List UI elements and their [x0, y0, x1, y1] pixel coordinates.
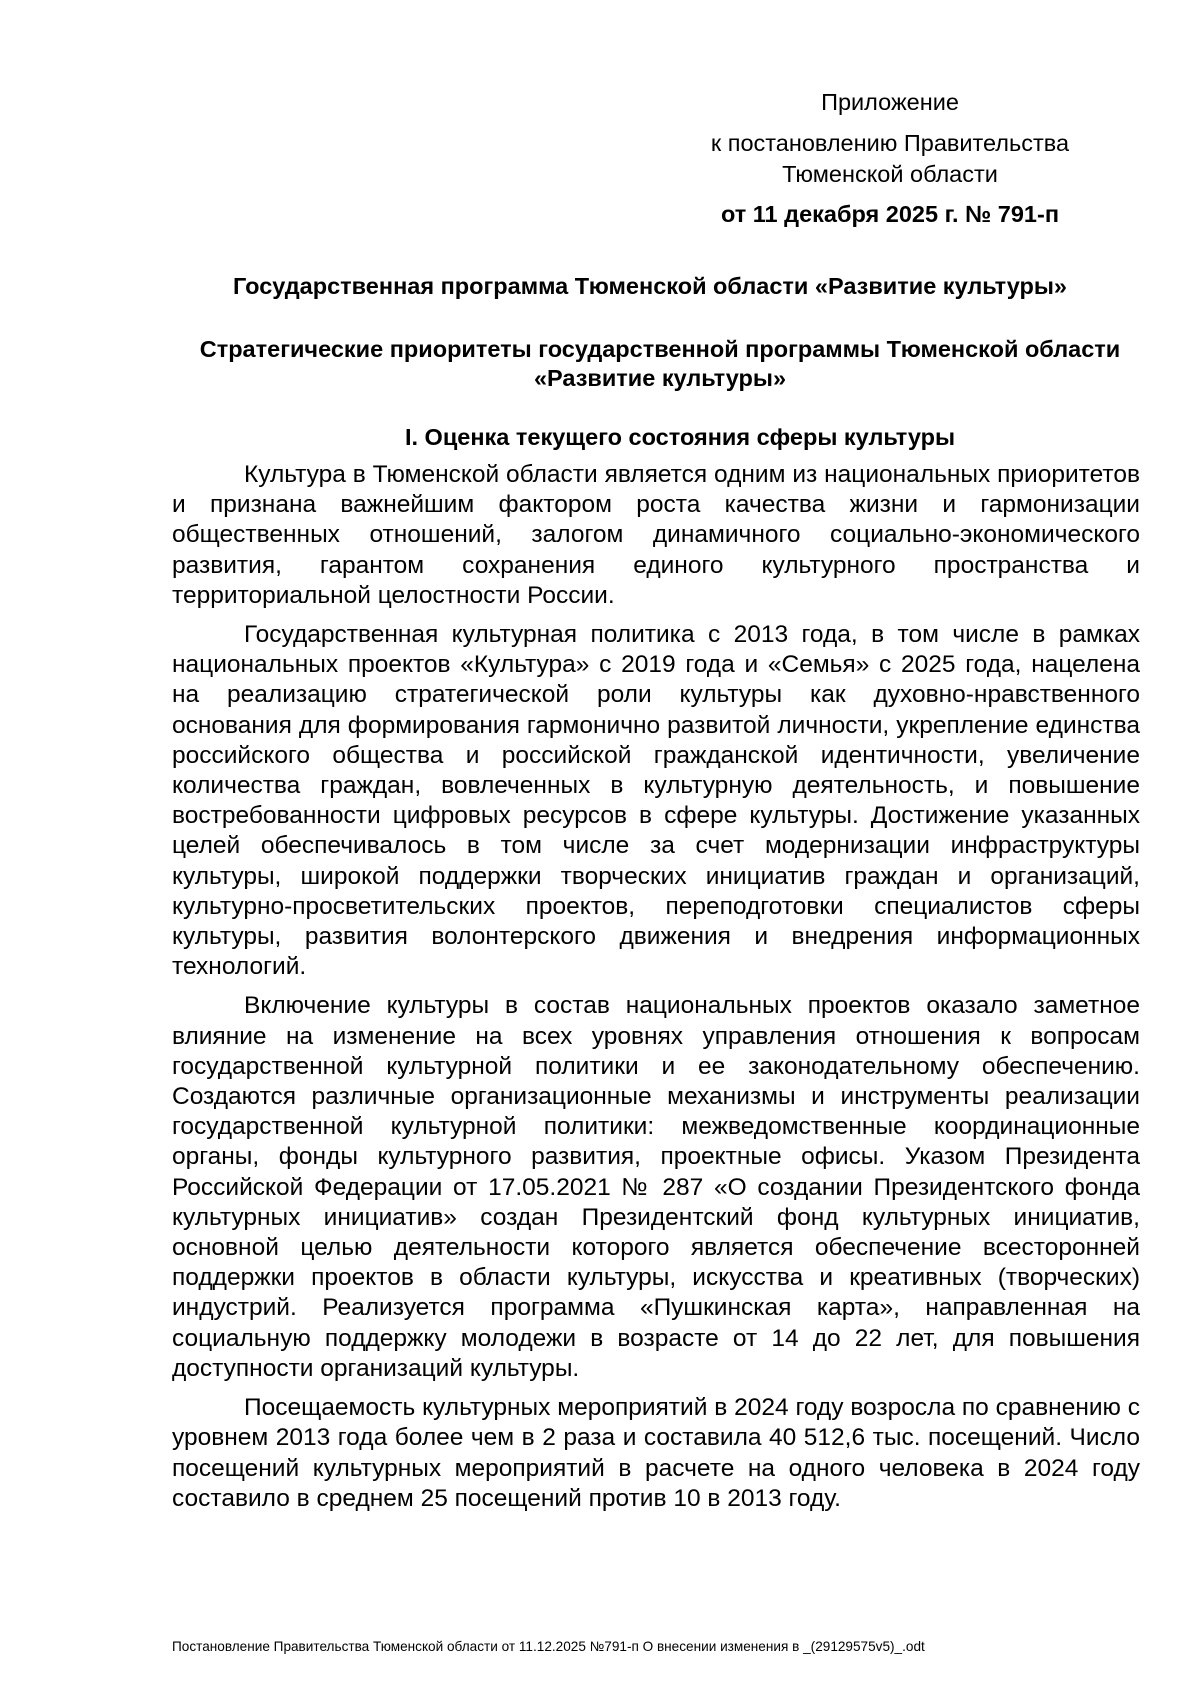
section-heading: I. Оценка текущего состояния сферы культуры: [404, 424, 956, 450]
attachment-resolution-reference: к постановлению Правительства Тюменской области: [710, 130, 1070, 187]
page-footer: Постановление Правительства Тюменской области от 11.12.2025 №791-п О внесении изменения в _(29129575v5)_.odt: [172, 1639, 925, 1654]
program-title: Государственная программа Тюменской области «Развитие культуры»: [233, 273, 1067, 299]
paragraph: Культура в Тюменской области является одним из национальных приоритетов и признана важнейшим фактором роста качества жизни и гармонизации общественных отношений, залогом динамичного социально-экономического развития, гарантом сохранения единого культурного пространства и территориальной целостности России.: [172, 461, 1140, 609]
paragraph: Государственная культурная политика с 2013 года, в том числе в рамках национальных проектов «Культура» с 2019 года и «Семья» с 2025 года, нацелена на реализацию стратегической роли культуры как духовно-нравственного основания для формирования гармонично развитой личности, укрепление единства российского общества и российской гражданской идентичности, увеличение количества граждан, вовлеченных в культурную деятельность, и повышение востребованности цифровых ресурсов в сфере культуры. Достижение указанных целей обеспечивалось в том числе за счет модернизации инфраструктуры культуры, широкой поддержки творческих инициатив граждан и организаций, культурно-просветительских проектов, переподготовки специалистов сферы культуры, развития волонтерского движения и внедрения информационных технологий.: [172, 621, 1140, 981]
paragraph: Включение культуры в состав национальных проектов оказало заметное влияние на изменение на всех уровнях управления отношения к вопросам государственной культурной политики и ее законодательному обеспечению. Создаются различные организационные механизмы и инструменты реализации государственной культурной политики: межведомственные координационные органы, фонды культурного развития, проектные офисы. Указом Президента Российской Федерации от 17.05.2021 № 287 «О создании Президентского фонда культурных инициатив» создан Президентский фонд культурных инициатив, основной целью деятельности которого является обеспечение всесторонней поддержки проектов в области культуры, искусства и креативных (творческих) индустрий. Реализуется программа «Пушкинская карта», направленная на социальную поддержку молодежи в возрасте от 14 до 22 лет, для повышения доступности организаций культуры.: [172, 992, 1140, 1382]
attachment-title: Приложение: [821, 89, 959, 115]
attachment-date-number: от 11 декабря 2025 г. № 791-п: [720, 201, 1060, 227]
document-body: [172, 460, 1140, 1523]
paragraph: Посещаемость культурных мероприятий в 2024 году возросла по сравнению с уровнем 2013 года более чем в 2 раза и составила 40 512,6 тыс. посещений. Число посещений культурных мероприятий в расчете на одного человека в 2024 году составило в среднем 25 посещений против 10 в 2013 году.: [172, 1394, 1140, 1512]
strategic-priorities-heading: Стратегические приоритеты государственной программы Тюменской области «Развитие культуры»: [199, 336, 1121, 391]
